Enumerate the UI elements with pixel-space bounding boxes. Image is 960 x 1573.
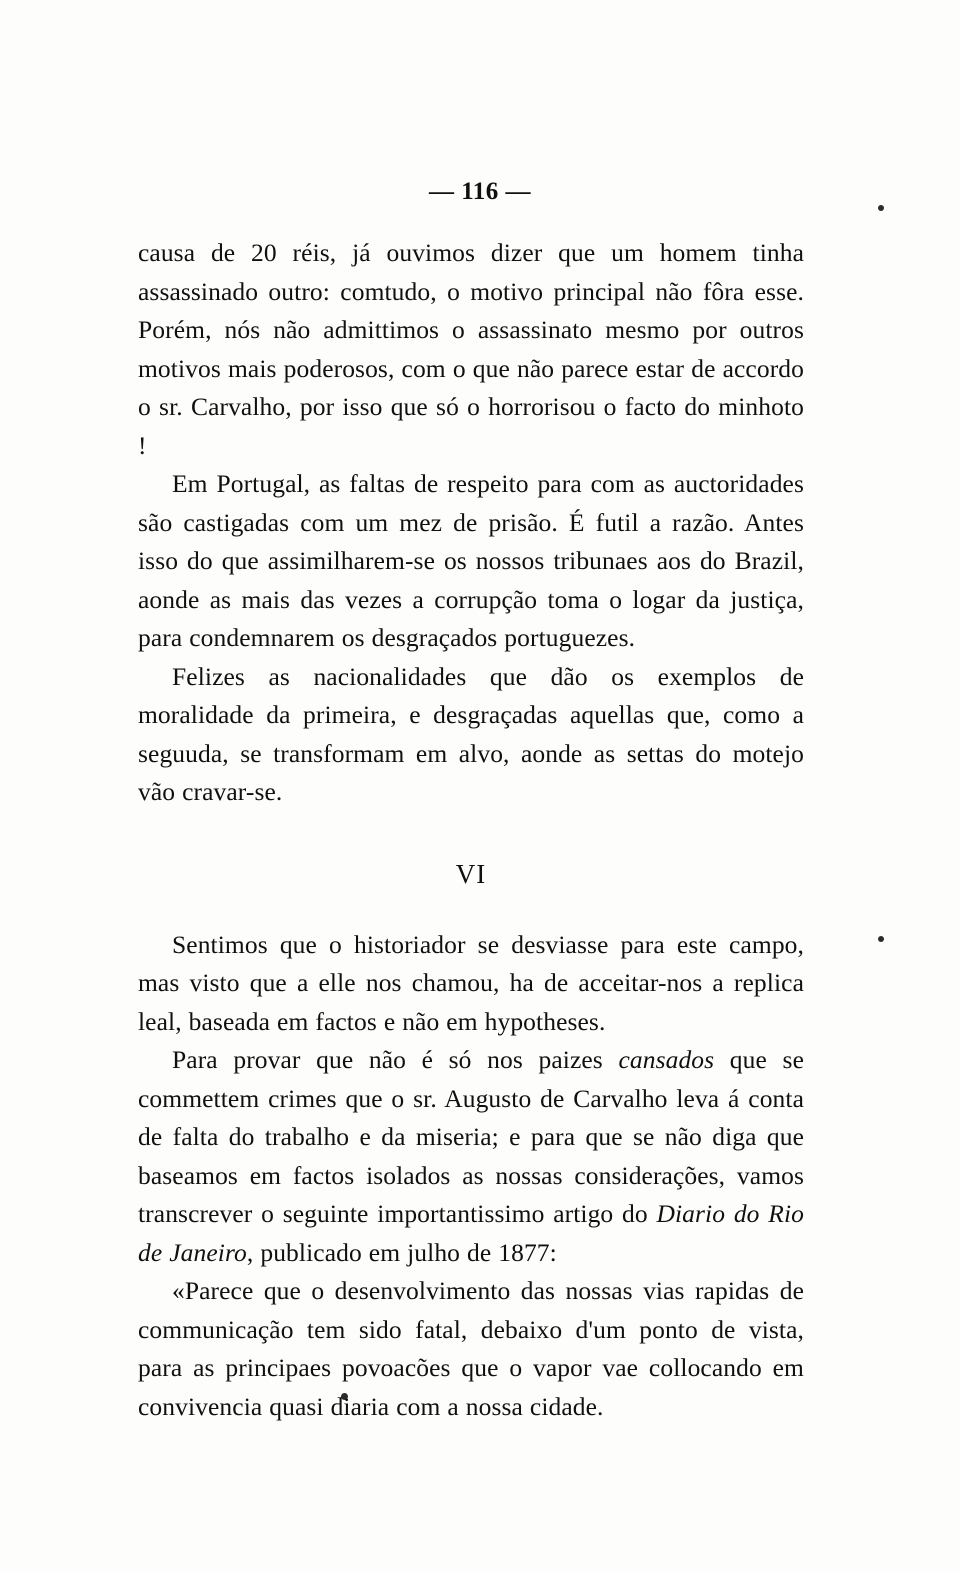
italic-title-diario: Diario do Rio de Janeiro bbox=[138, 1199, 804, 1267]
paragraph-5-part-3: , publicado em julho de 1877: bbox=[246, 1237, 557, 1267]
section-number: VI bbox=[455, 858, 487, 889]
paragraph-5 bbox=[138, 1041, 804, 1272]
page-number: — 116 — bbox=[428, 178, 532, 205]
paragraph-2: Em Portugal, as faltas de respeito para com as auctoridades são castigadas com um mez de prisão. É futil a razão. Antes isso do que assimilharem-se os nossos tribunaes aos do Brazil, aonde as mais das vezes a corrupção toma o logar da justiça, para condemnarem os desgraçados portuguezes. bbox=[138, 469, 804, 652]
paragraph-5-part-1: Para provar que não é só nos paizes bbox=[172, 1045, 619, 1074]
paragraph-4: Sentimos que o historiador se desviasse para este campo, mas visto que a elle nos chamou, ha de acceitar-nos a replica leal, baseada em factos e não em hypotheses. bbox=[138, 929, 804, 1036]
paragraph-1: causa de 20 réis, já ouvimos dizer que um homem tinha assassinado outro: comtudo, o motivo principal não fôra esse. Porém, nós não admittimos o assassinato mesmo por outros motivos mais poderosos, com o que não parece estar de accordo o sr. Carvalho, por isso que só o horrorisou o facto do minhoto ! bbox=[138, 238, 804, 460]
body-text-column bbox=[138, 234, 804, 1426]
paragraph-6: «Parece que o desenvolvimento das nossas vias rapidas de communicação tem sido fatal, debaixo d'um ponto de vista, para as principaes povoacões que o vapor vae collocando em convivencia quasi diaria com a nossa cidade. bbox=[138, 1276, 804, 1421]
margin-mark-icon bbox=[878, 205, 884, 211]
italic-title-cansados: cansados bbox=[618, 1045, 715, 1074]
paragraph-3: Felizes as nacionalidades que dão os exemplos de moralidade da primeira, e desgraçadas aquellas que, como a seguuda, se transformam em alvo, aonde as settas do motejo vão cravar-se. bbox=[138, 661, 804, 806]
paragraph-5-part-2: que se commettem crimes que o sr. Augusto de Carvalho leva á conta de falta do trabalho e da miseria; e para que se não diga que baseamos em factos isolados as nossas considerações, vamos transcrever o seguinte importantissimo artigo do bbox=[138, 1045, 804, 1228]
margin-mark-icon bbox=[878, 936, 884, 942]
